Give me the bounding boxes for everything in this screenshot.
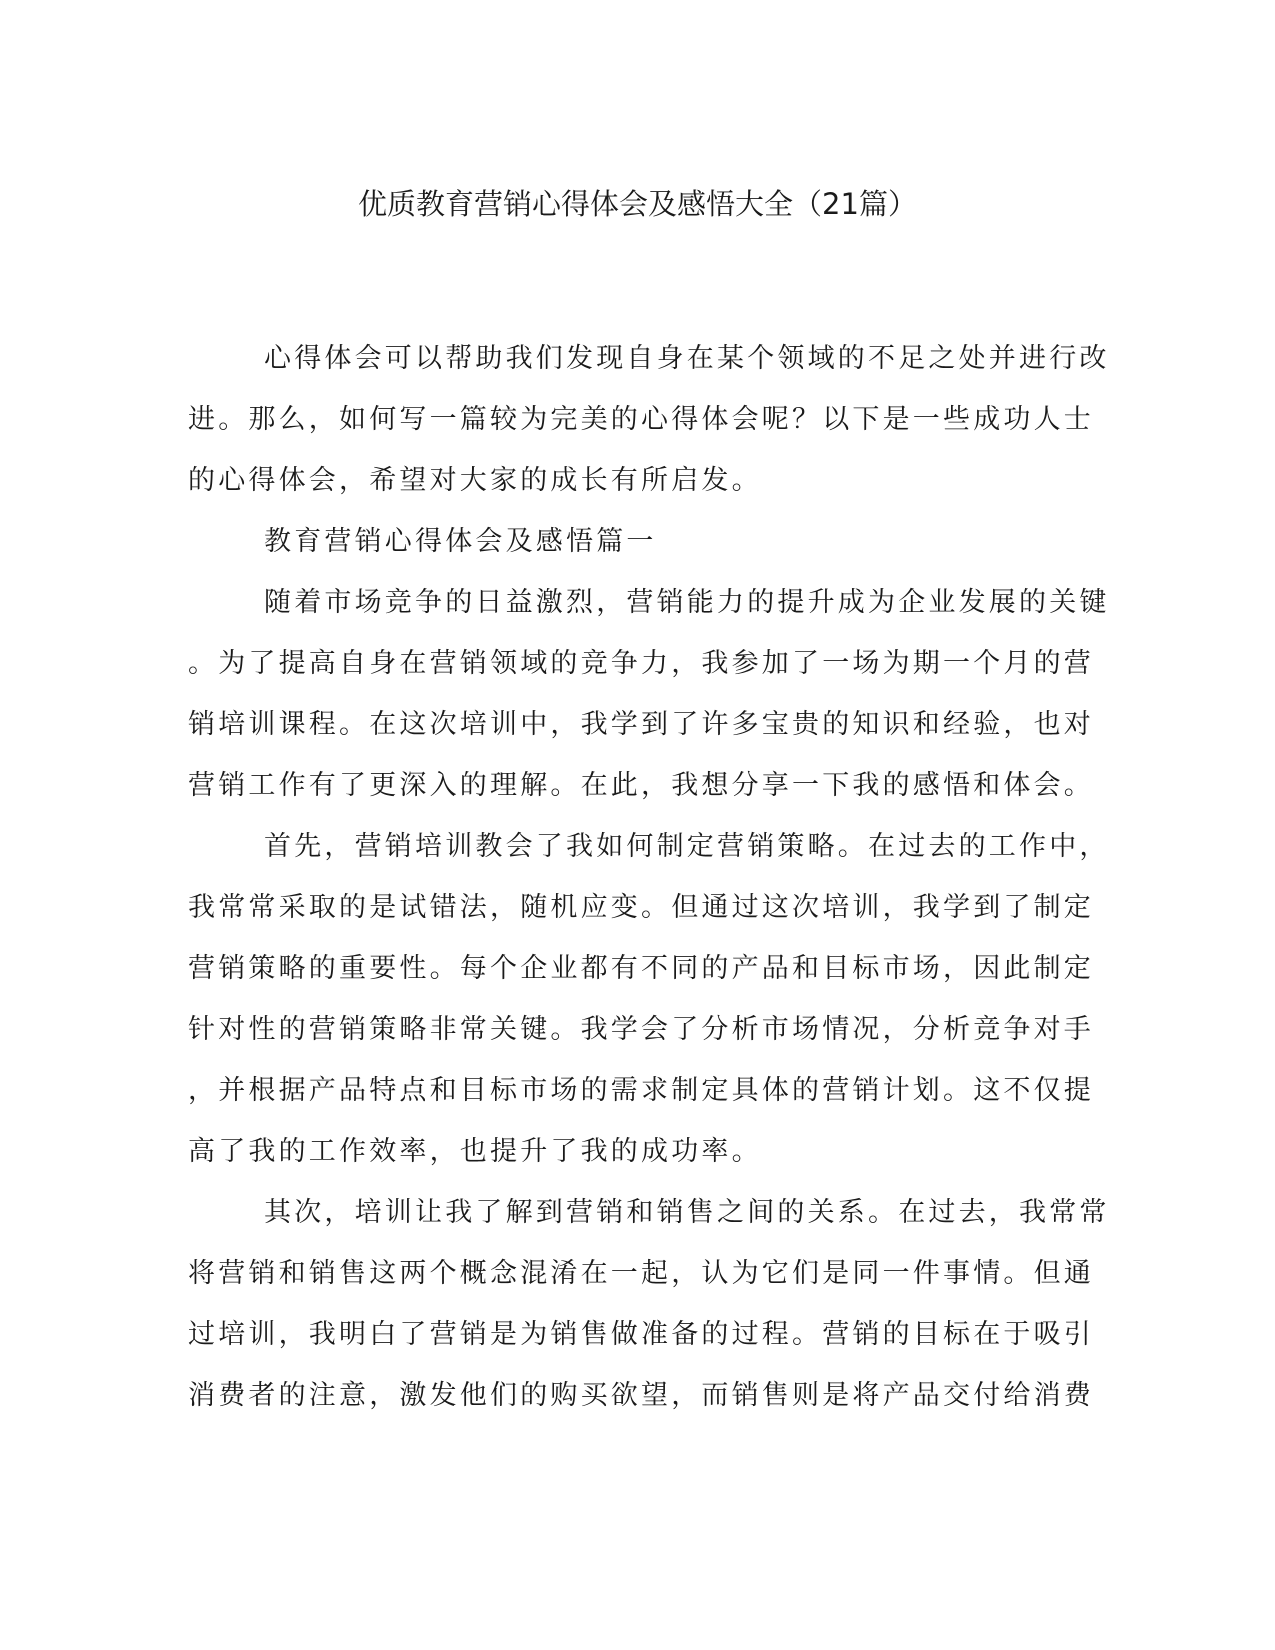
text-line: 消费者的注意，激发他们的购买欲望，而销售则是将产品交付给消费	[188, 1380, 1094, 1411]
text-line: 教育营销心得体会及感悟篇一	[264, 526, 657, 557]
text-line: 首先，营销培训教会了我如何制定营销策略。在过去的工作中，	[264, 831, 1110, 862]
text-line: 我常常采取的是试错法，随机应变。但通过这次培训，我学到了制定	[188, 892, 1094, 923]
text-line: 心得体会可以帮助我们发现自身在某个领域的不足之处并进行改	[264, 343, 1110, 374]
text-line: 过培训，我明白了营销是为销售做准备的过程。营销的目标在于吸引	[188, 1319, 1094, 1350]
document-title: 优质教育营销心得体会及感悟大全（21篇）	[358, 187, 917, 221]
text-line: 将营销和销售这两个概念混淆在一起，认为它们是同一件事情。但通	[188, 1258, 1094, 1289]
document-body	[188, 328, 1110, 1426]
text-line: 销培训课程。在这次培训中，我学到了许多宝贵的知识和经验，也对	[188, 709, 1094, 740]
text-line: 高了我的工作效率，也提升了我的成功率。	[188, 1136, 762, 1167]
text-line: 营销策略的重要性。每个企业都有不同的产品和目标市场，因此制定	[188, 953, 1094, 984]
text-line: 。为了提高自身在营销领域的竞争力，我参加了一场为期一个月的营	[188, 648, 1094, 679]
text-line: 营销工作有了更深入的理解。在此，我想分享一下我的感悟和体会。	[188, 770, 1094, 801]
text-line: 其次，培训让我了解到营销和销售之间的关系。在过去，我常常	[264, 1197, 1110, 1228]
text-line: 进。那么，如何写一篇较为完美的心得体会呢？以下是一些成功人士	[188, 404, 1094, 435]
text-line: ，并根据产品特点和目标市场的需求制定具体的营销计划。这不仅提	[188, 1075, 1094, 1106]
text-line: 的心得体会，希望对大家的成长有所启发。	[188, 465, 762, 496]
text-line: 随着市场竞争的日益激烈，营销能力的提升成为企业发展的关键	[264, 587, 1110, 618]
text-line: 针对性的营销策略非常关键。我学会了分析市场情况，分析竞争对手	[188, 1014, 1094, 1045]
